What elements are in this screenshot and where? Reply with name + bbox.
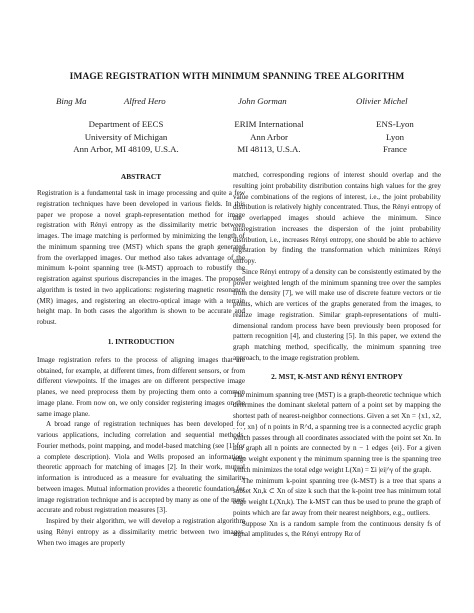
- affiliation-line: France: [383, 144, 407, 154]
- left-column: [37, 172, 245, 548]
- affiliation-line: Ann Arbor, MI 48109, U.S.A.: [73, 144, 179, 154]
- affiliation-line: Lyon: [385, 131, 405, 142]
- intro-heading: 1. INTRODUCTION: [107, 336, 175, 346]
- section2-heading: 2. MST, K-MST AND RÉNYI ENTROPY: [271, 371, 403, 381]
- affiliation-line: ENS-Lyon: [376, 119, 414, 129]
- abstract-heading: ABSTRACT: [120, 172, 162, 181]
- section2-paragraph: The minimum k-point spanning tree (k-MST) is a tree that spans a subset Xn,k ⊂ Xn of size k such that the k-point tree has minimum total edge weight L(Xn,k). The k-MST can thus be used to prune the graph of points which are far away from their nearest neighbors, e.g., outliers.: [233, 476, 441, 517]
- affiliation-line: Ann Arbor: [250, 131, 288, 142]
- abstract-text: Registration is a fundamental task in image processing and quite a few registration techniques have been developed in various fields. In this paper we propose a novel graph-representation method for image registration with Rényi entropy as the dissimilarity metric between images. The image matching is performed by minimizing the length of the minimum spanning tree (MST) which spans the graph generated from the overlapped images. Our method also takes advantage of the minimum k-point spanning tree (k-MST) approach to robustify the registration against spurious discrepancies in the images. The proposed algorithm is tested in two applications: registering magnetic resonance (MR) images, and registering an electro-optical image with a terrain height map. In both cases the algorithm is shown to be accurate and robust.: [37, 189, 245, 326]
- section2-paragraph: Suppose Xn is a random sample from the continuous density fs of signal amplitudes s, the Rényi entropy Rα of: [233, 519, 441, 539]
- affiliation-line: University of Michigan: [84, 131, 168, 142]
- author-name: John Gorman: [238, 96, 287, 106]
- affiliation: [350, 118, 440, 156]
- paper-title: IMAGE REGISTRATION WITH MINIMUM SPANNING TREE ALGORITHM: [69, 72, 405, 82]
- intro-paragraph: Inspired by their algorithm, we will develop a registration algorithm using Rényi entropy as a dissimilarity metric between two images. When two images are properly: [37, 517, 245, 547]
- section2-paragraph: The minimum spanning tree (MST) is a graph-theoretic technique which determines the dominant skeletal pattern of a point set by mapping the shortest path of nearest-neighbor connections. Given a set Xn = {x1, x2, . . . , xn} of n points in R^d, a spanning tree is a connected acyclic graph which passes through all coordinates associated with the point set Xn. In this graph all n points are connected by n − 1 edges {ei}. For a given edge weight exponent γ the minimum spanning tree is the spanning tree which minimizes the total edge weight L(Xn) = Σi |ei|^γ of the graph.: [233, 390, 441, 474]
- author-name: Olivier Michel: [356, 96, 408, 106]
- affiliation-line: MI 48113, U.S.A.: [237, 144, 301, 154]
- intro-paragraph: A broad range of registration techniques has been developed for various applications, including correlation and sequential methods, Fourier methods, point mapping, and model-based matching (see [1] for a complete description). Viola and Wells proposed an information-theoretic approach for matching of images [2]. In their work, mutual information is introduced as a measure for evaluating the similarity between images. Mutual information provides a theoretic foundation for image registration technique and is accepted by many as one of the most accurate and robust registration measures [3].: [37, 420, 245, 515]
- body-paragraph: matched, corresponding regions of interest should overlap and the resulting joint probability distribution contains high values for the grey value combinations of the regions of interest, i.e., the joint probability distribution is relatively highly concentrated. Thus, the Rényi entropy of the overlapped images should achieve the minimum. Since misregistration increases the dispersion of the joint probability distribution, i.e., increases Rényi entropy, one should be able to achieve registration by finding the transformation which minimizes Rényi entropy.: [233, 171, 441, 265]
- body-paragraph: Since Rényi entropy of a density can be consistently estimated by the power weighted length of the minimum spanning tree over the samples from the density [7], we will make use of discrete feature vectors or tie points, which are vertices of the graphs generated from the images, to realize image registration. Similar graph-representations of multi-dimensional random process have been previously been proposed for pattern recognition [4], and clustering [5]. In this paper, we extend the graph matching method, specifically, the minimum spanning tree approach, to the image registration problem.: [233, 267, 441, 362]
- affiliation: [210, 118, 328, 156]
- author-name: Bing Ma: [56, 96, 87, 106]
- right-column: [233, 170, 441, 540]
- affiliation-line: Department of EECS: [88, 119, 164, 129]
- affiliation-line: ERIM International: [234, 119, 304, 129]
- intro-paragraph: Image registration refers to the process of aligning images that are obtained, for example, at different times, from different sensors, or from different viewpoints. If the images are on different perspective image planes, we need preprocess them by projecting them onto a common image plane. From now on, we only consider registering images on the same image plane.: [37, 355, 245, 418]
- author-name: Alfred Hero: [124, 96, 166, 106]
- affiliation: [48, 118, 204, 156]
